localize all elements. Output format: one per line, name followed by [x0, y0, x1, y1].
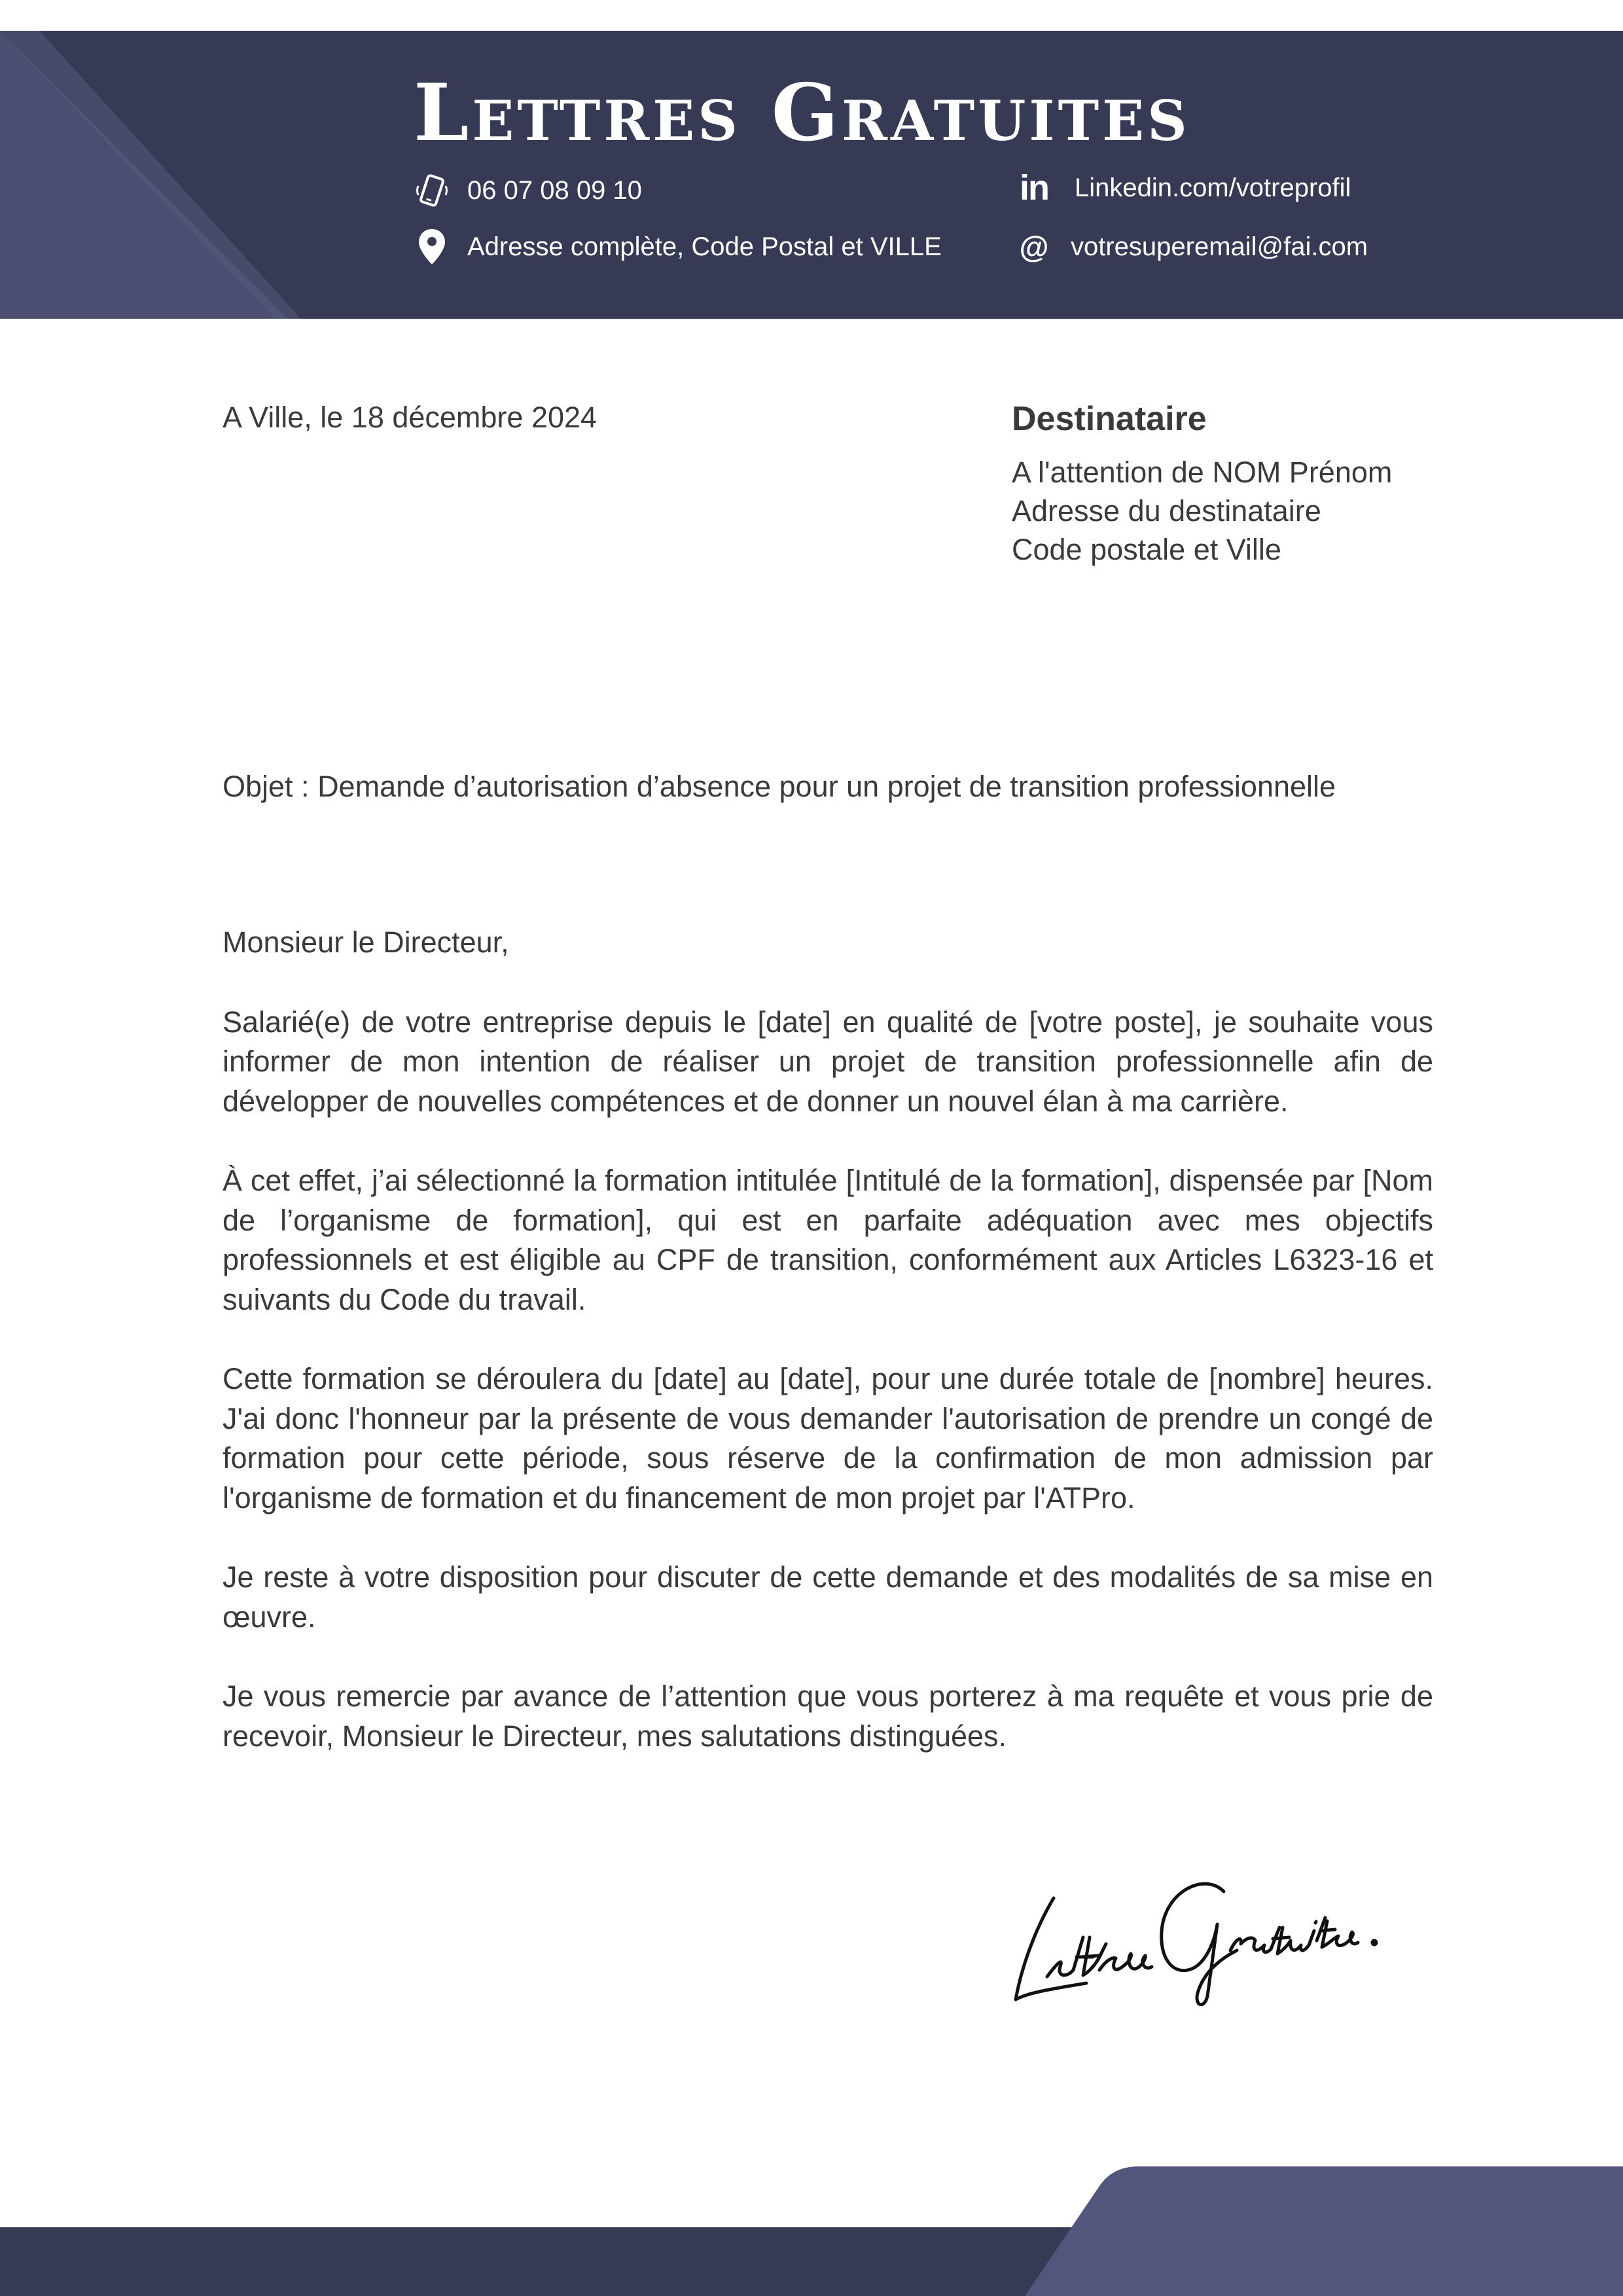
contact-phone [414, 171, 642, 210]
recipient-title: Destinataire [1012, 400, 1207, 438]
contact-linkedin [1016, 168, 1351, 207]
letter-body [223, 923, 1433, 1796]
recipient-city: Code postale et Ville [1012, 533, 1281, 566]
letter-subject: Objet : Demande d’autorisation d’absence pour un projet de transition professionnelle [223, 770, 1336, 803]
address-text: Adresse complète, Code Postal et VILLE [467, 232, 942, 261]
location-pin-icon [414, 228, 450, 265]
letter-paragraph: Salarié(e) de votre entreprise depuis le [date] en qualité de [votre poste], je souhaite vous informer de mon intention de réaliser un projet de transition professionnelle afin de développer de nouvelles compétences et de donner un nouvel élan à ma carrière. [223, 1005, 1433, 1118]
contact-email [1016, 227, 1368, 266]
letterhead [0, 31, 1623, 319]
recipient-attention: A l'attention de NOM Prénom [1012, 456, 1393, 489]
recipient-address: Adresse du destinataire [1012, 494, 1321, 528]
letter-paragraph: À cet effet, j’ai sélectionné la formation intitulée [Intitulé de la formation], dispensée par [Nom de l’organisme de formation], qui est en parfaite adéquation avec mes objectifs professionnels et est éligible au CPF de transition, conformément aux Articles L6323-16 et suivants du Code du travail. [223, 1164, 1433, 1316]
linkedin-link[interactable]: Linkedin.com/votreprofil [1075, 173, 1351, 202]
phone-number: 06 07 08 09 10 [467, 175, 642, 205]
handwritten-signature [1008, 1859, 1387, 2016]
phone-icon [414, 172, 450, 209]
at-icon: @ [1019, 230, 1049, 264]
header-decoration [0, 31, 301, 319]
letter-paragraph: Cette formation se déroulera du [date] au [date], pour une durée totale de [nombre] heures. J'ai donc l'honneur par la présente de vous demander l'autorisation de prendre un congé de formation pour cette période, sous réserve de la confirmation de mon admission par l'organisme de formation et du financement de mon projet par l'ATPro. [223, 1362, 1433, 1515]
recipient-block [1012, 398, 1392, 569]
letter-date: A Ville, le 18 décembre 2024 [223, 401, 597, 434]
footer-band [0, 2160, 1623, 2296]
brand-title: Lettres Gratuites [414, 67, 1190, 159]
linkedin-icon: in [1020, 168, 1048, 207]
letter-greeting: Monsieur le Directeur, [223, 925, 509, 959]
letter-paragraph: Je vous remercie par avance de l’attention que vous porterez à ma requête et vous prie de recevoir, Monsieur le Directeur, mes salutations distinguées. [223, 1679, 1433, 1753]
contact-address [414, 227, 942, 266]
email-link[interactable]: votresuperemail@fai.com [1071, 232, 1368, 261]
letter-paragraph: Je reste à votre disposition pour discuter de cette demande et des modalités de sa mise en œuvre. [223, 1560, 1433, 1634]
